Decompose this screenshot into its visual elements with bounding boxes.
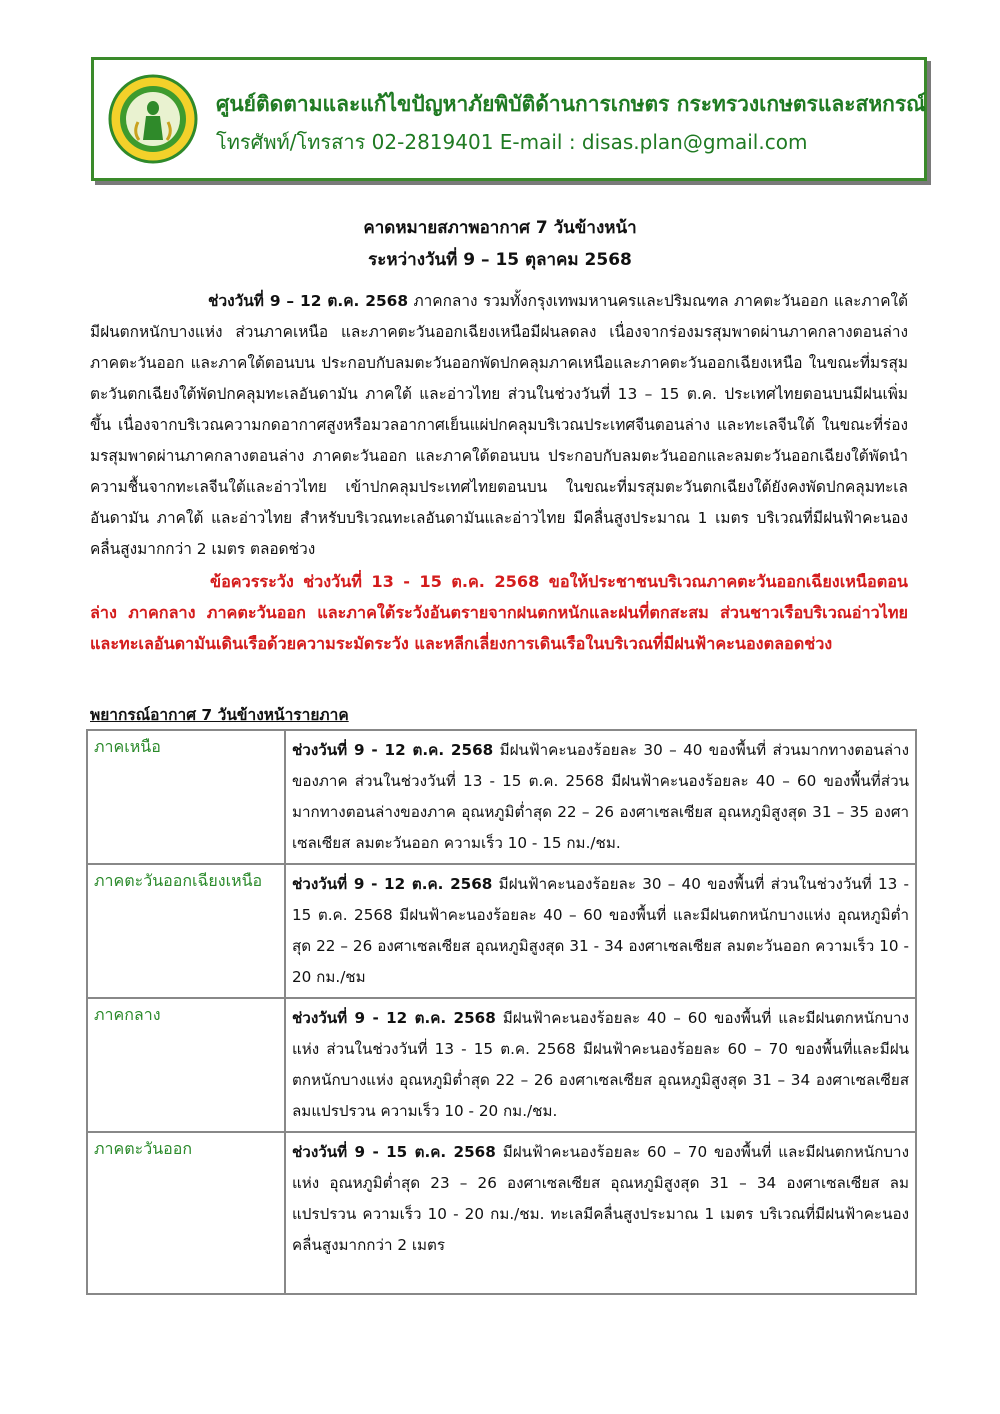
region-name: ภาคตะวันออก — [87, 1132, 285, 1294]
region-forecast — [285, 1132, 916, 1294]
document-date-range: ระหว่างวันที่ 9 – 15 ตุลาคม 2568 — [368, 250, 632, 270]
region-forecast-text: มีฝนฟ้าคะนองร้อยละ 30 – 40 ของพื้นที่ ส่วนมากทางตอนล่างของภาค ส่วนในช่วงวันที่ 13 - 15 ต.ค. 2568 มีฝนฟ้าคะนองร้อยละ 40 – 60 ของพื้นที่ส่วนมากทางตอนล่างของภาค อุณหภูมิต่ำสุด 22 – 26 องศาเซลเซียส อุณหภูมิสูงสุด 31 – 35 องศาเซลเซียส ลมตะวันออก ความเร็ว 10 - 15 กม./ชม. — [292, 741, 909, 852]
warning-notice: ข้อควรระวัง ช่วงวันที่ 13 - 15 ต.ค. 2568 ขอให้ประชาชนบริเวณภาคตะวันออกเฉียงเหนือตอนล่าง ภาคกลาง ภาคตะวันออก และภาคใต้ระวังอันตรายจากฝนตกหนักและฝนที่ตกสะสม ส่วนชาวเรือบริเวณอ่าวไทย และทะเลอันดามันเดินเรือด้วยความระมัดระวัง และหลีกเลี่ยงการเดินเรือในบริเวณที่มีฝนฟ้าคะนองตลอดช่วง — [90, 572, 908, 653]
region-forecast — [285, 998, 916, 1132]
region-name: ภาคเหนือ — [87, 730, 285, 864]
region-forecast — [285, 864, 916, 998]
organization-name: ศูนย์ติดตามและแก้ไขปัญหาภัยพิบัติด้านการเกษตร กระทรวงเกษตรและสหกรณ์ — [216, 92, 926, 116]
region-forecast-text: มีฝนฟ้าคะนองร้อยละ 30 – 40 ของพื้นที่ ส่วนในช่วงวันที่ 13 - 15 ต.ค. 2568 มีฝนฟ้าคะนองร้อยละ 40 – 60 ของพื้นที่ และมีฝนตกหนักบางแห่ง อุณหภูมิต่ำสุด 22 – 26 องศาเซลเซียส อุณหภูมิสูงสุด 31 - 34 องศาเซลเซียส ลมตะวันออก ความเร็ว 10 - 20 กม./ชม — [292, 875, 909, 986]
region-forecast — [285, 730, 916, 864]
organization-contact: โทรศัพท์/โทรสาร 02-2819401 E-mail : disas.plan@gmail.com — [216, 130, 808, 154]
region-name: ภาคตะวันออกเฉียงเหนือ — [87, 864, 285, 998]
region-period: ช่วงวันที่ 9 - 12 ต.ค. 2568 — [292, 1009, 496, 1027]
ministry-logo — [108, 74, 198, 164]
region-period: ช่วงวันที่ 9 - 15 ต.ค. 2568 — [292, 1143, 496, 1161]
region-period: ช่วงวันที่ 9 - 12 ต.ค. 2568 — [292, 741, 494, 759]
table-row — [87, 730, 916, 864]
regions-heading: พยากรณ์อากาศ 7 วันข้างหน้ารายภาค — [90, 706, 349, 724]
region-forecast-text: มีฝนฟ้าคะนองร้อยละ 60 – 70 ของพื้นที่ และมีฝนตกหนักบางแห่ง อุณหภูมิต่ำสุด 23 – 26 องศาเซลเซียส อุณหภูมิสูงสุด 31 – 34 องศาเซลเซียส ลมแปรปรวน ความเร็ว 10 - 20 กม./ชม. ทะเลมีคลื่นสูงประมาณ 1 เมตร บริเวณที่มีฝนฟ้าคะนองคลื่นสูงมากกว่า 2 เมตร — [292, 1143, 910, 1254]
regional-forecast-table — [86, 729, 917, 1295]
header-box — [91, 57, 927, 181]
summary-lead: ช่วงวันที่ 9 – 12 ต.ค. 2568 — [208, 292, 409, 310]
table-row — [87, 1132, 916, 1294]
region-period: ช่วงวันที่ 9 - 12 ต.ค. 2568 — [292, 875, 493, 893]
summary-body: ภาคกลาง รวมทั้งกรุงเทพมหานครและปริมณฑล ภาคตะวันออก และภาคใต้มีฝนตกหนักบางแห่ง ส่วนภาคเหนือ และภาคตะวันออกเฉียงเหนือมีฝนลดลง เนื่องจากร่องมรสุมพาดผ่านภาคกลางตอนล่าง ภาคตะวันออก และภาคใต้ตอนบน ประกอบกับลมตะวันออกพัดปกคลุมภาคเหนือและภาคตะวันออกเฉียงเหนือ ในขณะที่มรสุมตะวันตกเฉียงใต้พัดปกคลุมทะเลอันดามัน ภาคใต้ และอ่าวไทย ส่วนในช่วงวันที่ 13 – 15 ต.ค. ประเทศไทยตอนบนมีฝนเพิ่มขึ้น เนื่องจากบริเวณความกดอากาศสูงหรือมวลอากาศเย็นแผ่ปกคลุมบริเวณประเทศจีนตอนล่าง และทะเลจีนใต้ ในขณะที่ร่องมรสุมพาดผ่านภาคกลางตอนล่าง ภาคตะวันออก และภาคใต้ตอนบน ประกอบกับลมตะวันออกและลมตะวันออกเฉียงใต้พัดนำความชื้นจากทะเลจีนใต้และอ่าวไทย เข้าปกคลุมประเทศไทยตอนบน ในขณะที่มรสุมตะวันตกเฉียงใต้ยังคงพัดปกคลุมทะเลอันดามัน ภาคใต้ และอ่าวไทย สำหรับบริเวณทะเลอันดามันและอ่าวไทย มีคลื่นสูงประมาณ 1 เมตร บริเวณที่มีฝนฟ้าคะนองคลื่นสูงมากกว่า 2 เมตร ตลอดช่วง — [90, 292, 909, 558]
table-row — [87, 864, 916, 998]
region-name: ภาคกลาง — [87, 998, 285, 1132]
table-row — [87, 998, 916, 1132]
region-forecast-text: มีฝนฟ้าคะนองร้อยละ 40 – 60 ของพื้นที่ และมีฝนตกหนักบางแห่ง ส่วนในช่วงวันที่ 13 - 15 ต.ค. 2568 มีฝนฟ้าคะนองร้อยละ 60 – 70 ของพื้นที่และมีฝนตกหนักบางแห่ง อุณหภูมิต่ำสุด 22 – 26 องศาเซลเซียส อุณหภูมิสูงสุด 31 – 34 องศาเซลเซียส ลมแปรปรวน ความเร็ว 10 - 20 กม./ชม. — [292, 1009, 910, 1120]
weather-summary — [90, 286, 908, 565]
document-title: คาดหมายสภาพอากาศ 7 วันข้างหน้า — [363, 218, 637, 238]
